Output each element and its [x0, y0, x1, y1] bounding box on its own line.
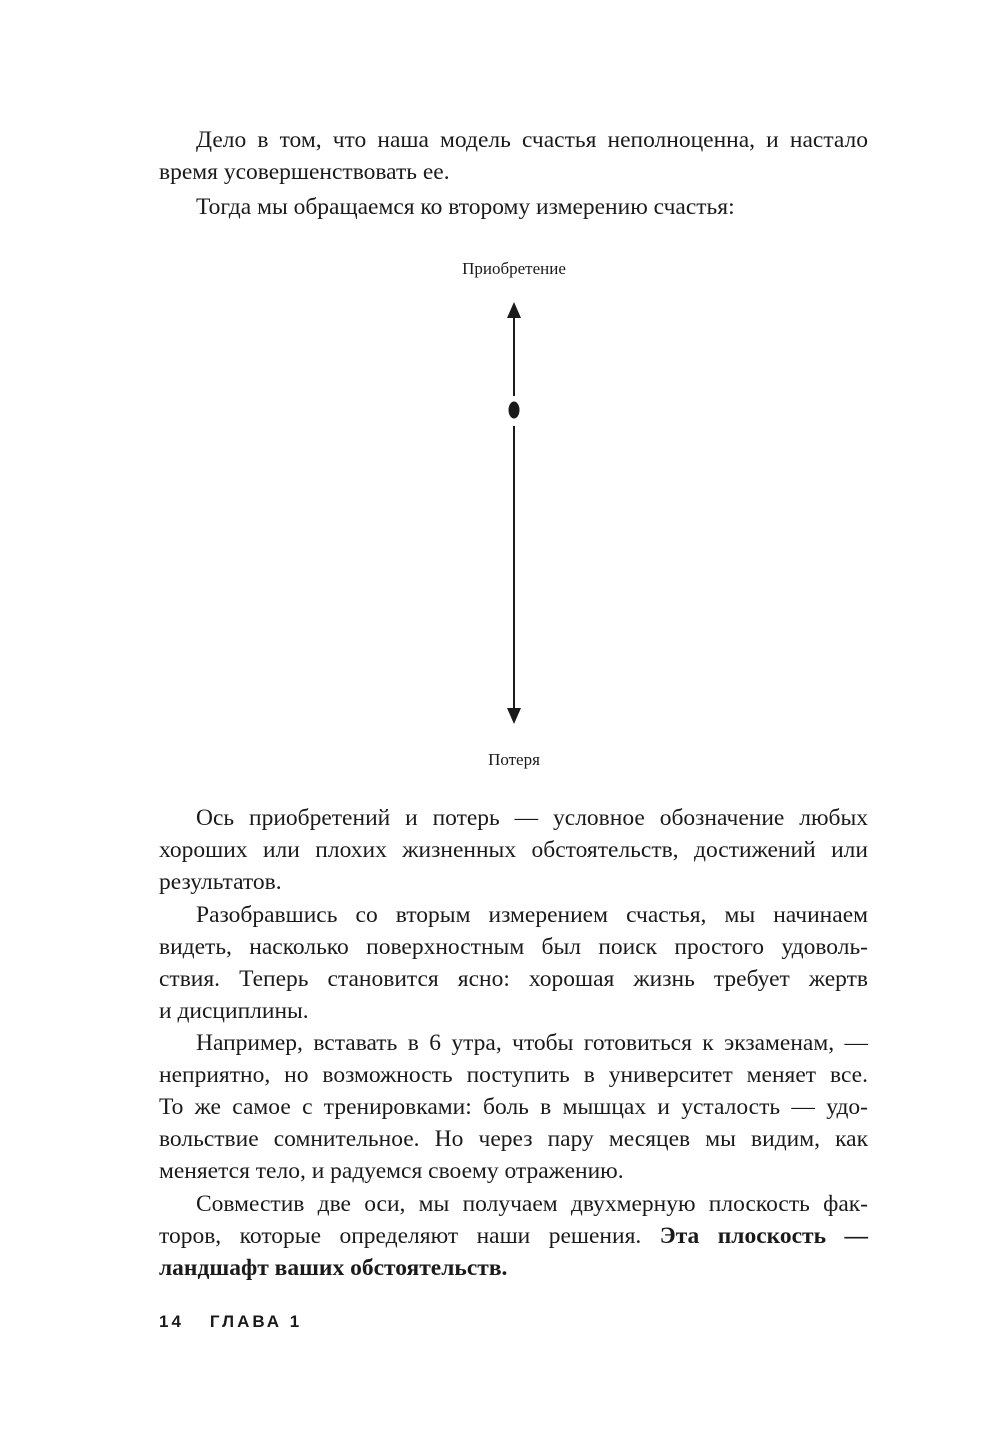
example-line-4: вольствие сомнительное. Но через пару месяцев мы видим, как: [159, 1126, 868, 1152]
gain-loss-axis-diagram: [494, 290, 534, 730]
plane-line-3: ландшафт ваших обстоятельств.: [159, 1255, 508, 1281]
plane-line-1: Совместив две оси, мы получаем двухмерную плоскость фак-: [196, 1191, 868, 1217]
page-footer: [159, 1312, 302, 1332]
example-line-2: неприятно, но возможность поступить в университет меняет все.: [159, 1062, 868, 1088]
axis-bottom-label: Потеря: [488, 750, 540, 769]
example-line-5: меняется тело, и радуемся своему отражению.: [159, 1158, 624, 1184]
example-line-1: Например, вставать в 6 утра, чтобы готовиться к экзаменам, —: [196, 1030, 868, 1056]
axis-line-1: Ось приобретений и потерь — условное обозначение любых: [196, 805, 868, 831]
intro-paragraph: [159, 124, 868, 188]
axis-down-arrowhead: [507, 708, 521, 724]
intro-lead-paragraph: [159, 191, 868, 223]
intro-line-2: время усовершенствовать ее.: [159, 159, 450, 185]
axis-top-label: Приобретение: [462, 259, 566, 278]
page-number: 14: [159, 1312, 184, 1331]
plane-line-2-bold: Эта плоскость —: [659, 1223, 868, 1249]
dimension-paragraph: [159, 899, 868, 1027]
axis-line-3: результатов.: [159, 869, 282, 895]
intro-line-3: Тогда мы обращаемся ко второму измерению счастья:: [196, 194, 735, 220]
plane-paragraph: [159, 1188, 868, 1284]
axis-line-2: хороших или плохих жизненных обстоятельств, достижений или: [159, 837, 868, 863]
axis-paragraph: [159, 802, 868, 898]
chapter-title: ГЛАВА 1: [209, 1312, 303, 1331]
axis-origin-dot: [509, 402, 520, 419]
dimension-line-3: ствия. Теперь становится ясно: хорошая жизнь требует жертв: [159, 966, 868, 992]
axis-up-arrowhead: [507, 302, 521, 318]
dimension-line-1: Разобравшись со вторым измерением счастья, мы начинаем: [196, 902, 868, 928]
plane-line-2-normal: торов, которые определяют наши решения.: [159, 1223, 660, 1249]
dimension-line-4: и дисциплины.: [159, 998, 309, 1024]
example-paragraph: [159, 1027, 868, 1187]
plane-line-2: [159, 1220, 868, 1252]
example-line-3: То же самое с тренировками: боль в мышцах и усталость — удо-: [159, 1094, 868, 1120]
dimension-line-2: видеть, насколько поверхностным был поиск простого удоволь-: [159, 934, 868, 960]
intro-line-1: Дело в том, что наша модель счастья неполноценна, и настало: [196, 127, 868, 153]
